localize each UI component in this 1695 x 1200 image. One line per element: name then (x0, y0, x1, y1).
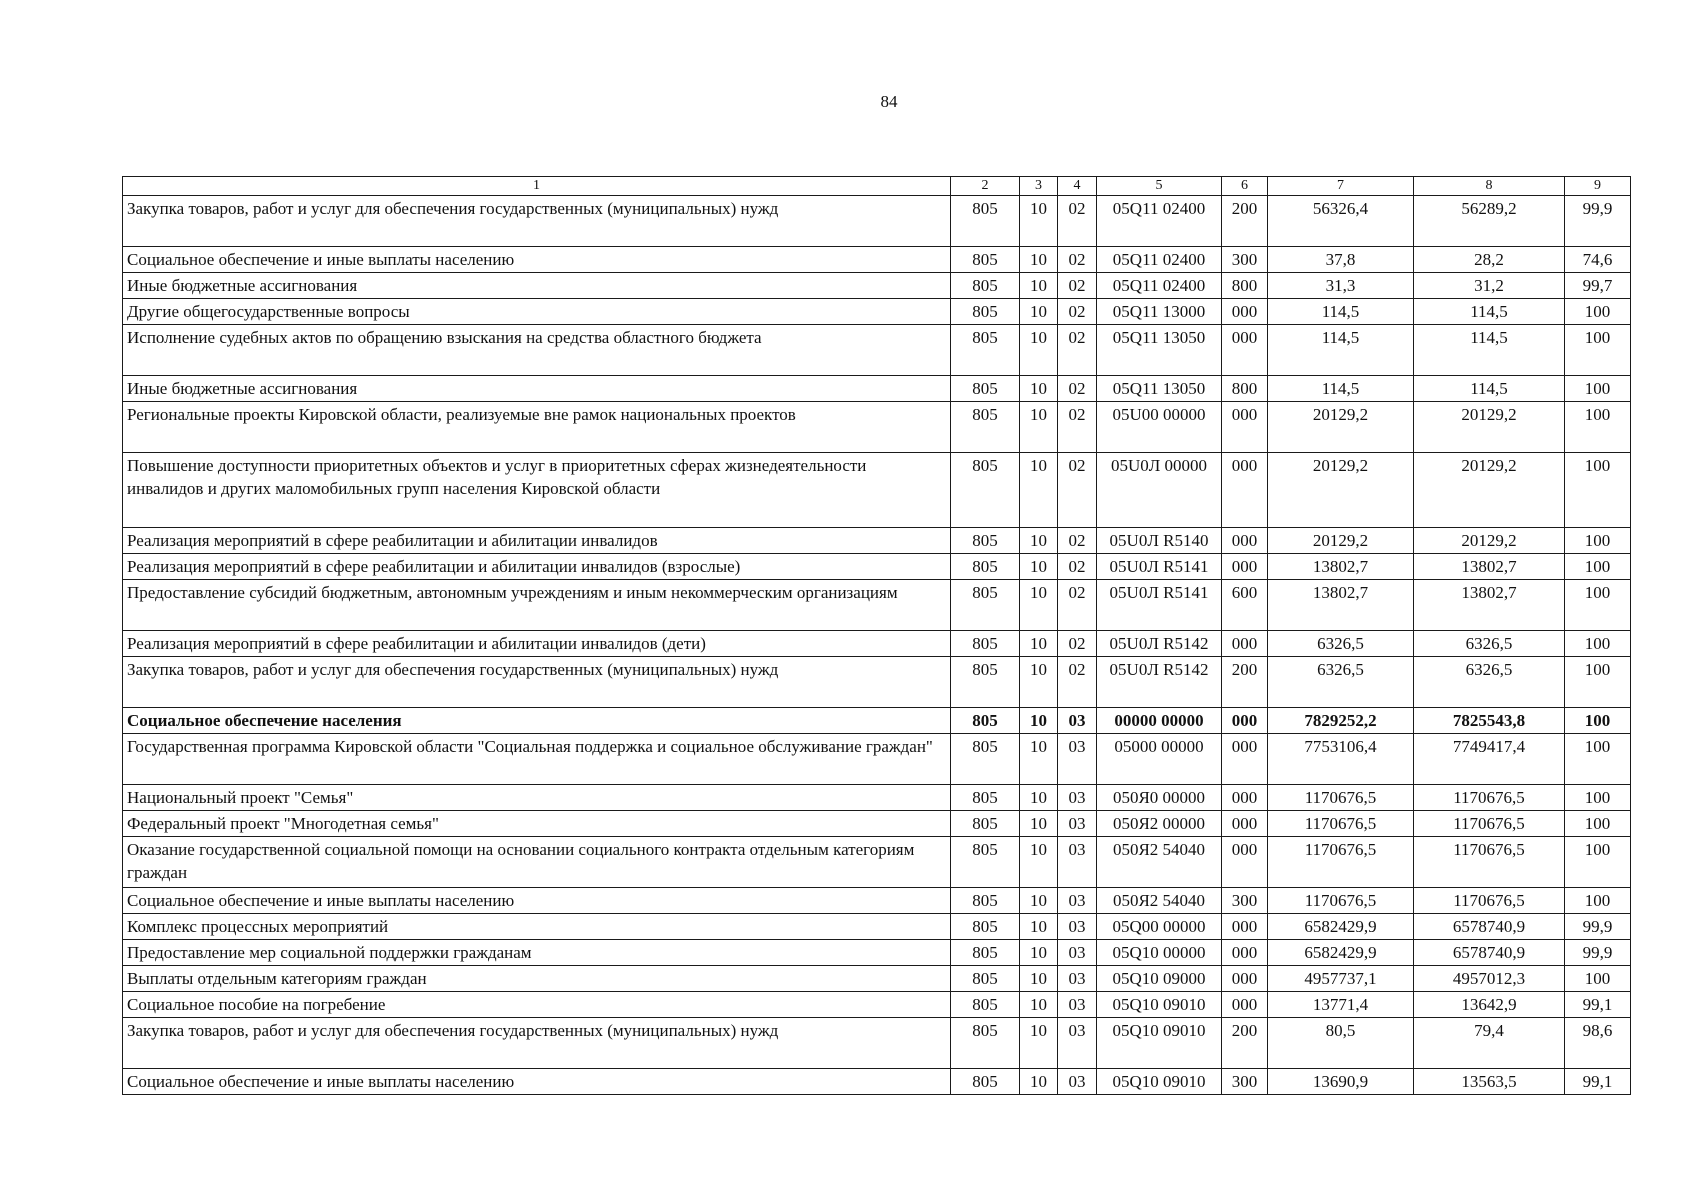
cell-col-7: 7829252,2 (1268, 708, 1414, 734)
cell-col-2: 805 (951, 580, 1020, 631)
table-row (123, 631, 1631, 657)
cell-col-4: 02 (1058, 528, 1097, 554)
row-name-cell: Федеральный проект "Многодетная семья" (123, 811, 951, 837)
cell-col-9: 100 (1565, 376, 1631, 402)
cell-col-5: 05U0Л R5142 (1097, 657, 1222, 708)
cell-col-6: 000 (1222, 914, 1268, 940)
cell-col-5: 05U0Л 00000 (1097, 453, 1222, 528)
cell-col-5: 05Q10 09010 (1097, 1069, 1222, 1095)
cell-col-4: 02 (1058, 299, 1097, 325)
cell-col-7: 1170676,5 (1268, 811, 1414, 837)
cell-col-4: 02 (1058, 402, 1097, 453)
cell-col-9: 100 (1565, 734, 1631, 785)
row-name-cell: Закупка товаров, работ и услуг для обеспечения государственных (муниципальных) нужд (123, 657, 951, 708)
cell-col-9: 74,6 (1565, 247, 1631, 273)
cell-col-3: 10 (1020, 657, 1058, 708)
cell-col-5: 00000 00000 (1097, 708, 1222, 734)
cell-col-6: 000 (1222, 837, 1268, 888)
cell-col-5: 05Q11 02400 (1097, 247, 1222, 273)
table-row (123, 811, 1631, 837)
header-row (123, 177, 1631, 196)
cell-col-6: 000 (1222, 811, 1268, 837)
cell-col-9: 99,9 (1565, 196, 1631, 247)
column-header: 8 (1414, 177, 1565, 196)
cell-col-7: 114,5 (1268, 376, 1414, 402)
cell-col-4: 03 (1058, 785, 1097, 811)
row-name-cell: Повышение доступности приоритетных объектов и услуг в приоритетных сферах жизнедеятельности инвалидов и других маломобильных групп населения Кировской области (123, 453, 951, 528)
cell-col-8: 31,2 (1414, 273, 1565, 299)
cell-col-8: 1170676,5 (1414, 837, 1565, 888)
cell-col-3: 10 (1020, 1018, 1058, 1069)
cell-col-9: 100 (1565, 708, 1631, 734)
cell-col-6: 000 (1222, 631, 1268, 657)
cell-col-4: 03 (1058, 811, 1097, 837)
cell-col-7: 6326,5 (1268, 631, 1414, 657)
row-name-cell: Оказание государственной социальной помощи на основании социального контракта отдельным категориям граждан (123, 837, 951, 888)
cell-col-3: 10 (1020, 631, 1058, 657)
cell-col-7: 80,5 (1268, 1018, 1414, 1069)
cell-col-7: 56326,4 (1268, 196, 1414, 247)
cell-col-8: 6326,5 (1414, 631, 1565, 657)
cell-col-2: 805 (951, 631, 1020, 657)
table-row (123, 657, 1631, 708)
cell-col-8: 1170676,5 (1414, 888, 1565, 914)
cell-col-8: 20129,2 (1414, 528, 1565, 554)
cell-col-2: 805 (951, 554, 1020, 580)
cell-col-4: 03 (1058, 837, 1097, 888)
cell-col-9: 99,1 (1565, 992, 1631, 1018)
cell-col-4: 02 (1058, 453, 1097, 528)
cell-col-6: 000 (1222, 325, 1268, 376)
cell-col-9: 99,9 (1565, 914, 1631, 940)
cell-col-6: 000 (1222, 785, 1268, 811)
cell-col-5: 05Q10 09000 (1097, 966, 1222, 992)
row-name-cell: Региональные проекты Кировской области, реализуемые вне рамок национальных проектов (123, 402, 951, 453)
cell-col-7: 1170676,5 (1268, 837, 1414, 888)
cell-col-7: 1170676,5 (1268, 785, 1414, 811)
cell-col-7: 20129,2 (1268, 402, 1414, 453)
cell-col-3: 10 (1020, 734, 1058, 785)
cell-col-5: 05Q10 09010 (1097, 992, 1222, 1018)
cell-col-9: 100 (1565, 966, 1631, 992)
cell-col-4: 03 (1058, 966, 1097, 992)
cell-col-6: 200 (1222, 1018, 1268, 1069)
table-row (123, 299, 1631, 325)
cell-col-7: 37,8 (1268, 247, 1414, 273)
column-header: 7 (1268, 177, 1414, 196)
table-row (123, 966, 1631, 992)
cell-col-8: 13802,7 (1414, 580, 1565, 631)
cell-col-7: 13802,7 (1268, 580, 1414, 631)
cell-col-4: 02 (1058, 376, 1097, 402)
cell-col-6: 000 (1222, 940, 1268, 966)
row-name-cell: Предоставление субсидий бюджетным, автономным учреждениям и иным некоммерческим организациям (123, 580, 951, 631)
cell-col-6: 000 (1222, 966, 1268, 992)
cell-col-9: 100 (1565, 453, 1631, 528)
cell-col-2: 805 (951, 888, 1020, 914)
cell-col-3: 10 (1020, 785, 1058, 811)
cell-col-3: 10 (1020, 966, 1058, 992)
row-name-cell: Реализация мероприятий в сфере реабилитации и абилитации инвалидов (123, 528, 951, 554)
cell-col-2: 805 (951, 325, 1020, 376)
cell-col-6: 300 (1222, 888, 1268, 914)
column-header: 9 (1565, 177, 1631, 196)
cell-col-2: 805 (951, 196, 1020, 247)
row-name-cell: Реализация мероприятий в сфере реабилитации и абилитации инвалидов (взрослые) (123, 554, 951, 580)
cell-col-3: 10 (1020, 299, 1058, 325)
cell-col-3: 10 (1020, 325, 1058, 376)
cell-col-8: 28,2 (1414, 247, 1565, 273)
cell-col-7: 13802,7 (1268, 554, 1414, 580)
cell-col-4: 03 (1058, 888, 1097, 914)
cell-col-2: 805 (951, 1069, 1020, 1095)
table-row (123, 1018, 1631, 1069)
cell-col-4: 02 (1058, 273, 1097, 299)
budget-table (122, 176, 1631, 1095)
table-row (123, 837, 1631, 888)
cell-col-9: 100 (1565, 811, 1631, 837)
cell-col-8: 114,5 (1414, 325, 1565, 376)
cell-col-2: 805 (951, 453, 1020, 528)
cell-col-2: 805 (951, 657, 1020, 708)
cell-col-3: 10 (1020, 940, 1058, 966)
cell-col-3: 10 (1020, 453, 1058, 528)
cell-col-9: 98,6 (1565, 1018, 1631, 1069)
column-header: 4 (1058, 177, 1097, 196)
cell-col-5: 05Q11 13050 (1097, 376, 1222, 402)
cell-col-3: 10 (1020, 554, 1058, 580)
cell-col-4: 02 (1058, 580, 1097, 631)
table-row (123, 708, 1631, 734)
cell-col-3: 10 (1020, 837, 1058, 888)
cell-col-4: 02 (1058, 631, 1097, 657)
cell-col-2: 805 (951, 708, 1020, 734)
table-body (123, 196, 1631, 1095)
table-row (123, 453, 1631, 528)
cell-col-9: 100 (1565, 785, 1631, 811)
table-row (123, 940, 1631, 966)
cell-col-3: 10 (1020, 376, 1058, 402)
table-row (123, 888, 1631, 914)
cell-col-8: 13563,5 (1414, 1069, 1565, 1095)
cell-col-5: 05Q10 00000 (1097, 940, 1222, 966)
cell-col-4: 03 (1058, 992, 1097, 1018)
cell-col-2: 805 (951, 940, 1020, 966)
cell-col-6: 000 (1222, 554, 1268, 580)
cell-col-8: 1170676,5 (1414, 785, 1565, 811)
row-name-cell: Иные бюджетные ассигнования (123, 376, 951, 402)
table-row (123, 1069, 1631, 1095)
cell-col-6: 800 (1222, 273, 1268, 299)
cell-col-2: 805 (951, 528, 1020, 554)
column-header: 5 (1097, 177, 1222, 196)
page-number: 84 (880, 92, 898, 111)
cell-col-6: 300 (1222, 1069, 1268, 1095)
row-name-cell: Закупка товаров, работ и услуг для обеспечения государственных (муниципальных) нужд (123, 196, 951, 247)
cell-col-6: 000 (1222, 299, 1268, 325)
cell-col-6: 200 (1222, 196, 1268, 247)
cell-col-9: 99,1 (1565, 1069, 1631, 1095)
cell-col-5: 05Q11 02400 (1097, 273, 1222, 299)
cell-col-8: 4957012,3 (1414, 966, 1565, 992)
cell-col-8: 6578740,9 (1414, 914, 1565, 940)
cell-col-5: 05U00 00000 (1097, 402, 1222, 453)
cell-col-5: 05Q11 13000 (1097, 299, 1222, 325)
column-header: 2 (951, 177, 1020, 196)
cell-col-8: 13802,7 (1414, 554, 1565, 580)
row-name-cell: Реализация мероприятий в сфере реабилитации и абилитации инвалидов (дети) (123, 631, 951, 657)
cell-col-3: 10 (1020, 708, 1058, 734)
cell-col-8: 7749417,4 (1414, 734, 1565, 785)
cell-col-9: 100 (1565, 657, 1631, 708)
cell-col-6: 000 (1222, 992, 1268, 1018)
cell-col-7: 1170676,5 (1268, 888, 1414, 914)
cell-col-7: 13690,9 (1268, 1069, 1414, 1095)
table-row (123, 196, 1631, 247)
cell-col-6: 000 (1222, 734, 1268, 785)
cell-col-7: 6582429,9 (1268, 914, 1414, 940)
cell-col-2: 805 (951, 299, 1020, 325)
cell-col-9: 99,7 (1565, 273, 1631, 299)
cell-col-2: 805 (951, 734, 1020, 785)
cell-col-9: 99,9 (1565, 940, 1631, 966)
column-header: 3 (1020, 177, 1058, 196)
cell-col-4: 03 (1058, 1018, 1097, 1069)
cell-col-8: 13642,9 (1414, 992, 1565, 1018)
cell-col-2: 805 (951, 785, 1020, 811)
cell-col-2: 805 (951, 1018, 1020, 1069)
cell-col-7: 20129,2 (1268, 528, 1414, 554)
row-name-cell: Социальное пособие на погребение (123, 992, 951, 1018)
cell-col-4: 02 (1058, 196, 1097, 247)
cell-col-3: 10 (1020, 196, 1058, 247)
cell-col-4: 02 (1058, 325, 1097, 376)
cell-col-6: 600 (1222, 580, 1268, 631)
cell-col-5: 050Я2 54040 (1097, 837, 1222, 888)
cell-col-3: 10 (1020, 580, 1058, 631)
cell-col-6: 000 (1222, 402, 1268, 453)
cell-col-5: 05Q11 13050 (1097, 325, 1222, 376)
table-row (123, 580, 1631, 631)
cell-col-5: 05U0Л R5141 (1097, 554, 1222, 580)
cell-col-4: 03 (1058, 1069, 1097, 1095)
table-row (123, 273, 1631, 299)
cell-col-8: 114,5 (1414, 376, 1565, 402)
cell-col-4: 02 (1058, 247, 1097, 273)
table-row (123, 528, 1631, 554)
cell-col-5: 05000 00000 (1097, 734, 1222, 785)
cell-col-6: 800 (1222, 376, 1268, 402)
table-row (123, 992, 1631, 1018)
cell-col-8: 7825543,8 (1414, 708, 1565, 734)
cell-col-8: 20129,2 (1414, 453, 1565, 528)
cell-col-6: 000 (1222, 453, 1268, 528)
cell-col-3: 10 (1020, 528, 1058, 554)
cell-col-8: 79,4 (1414, 1018, 1565, 1069)
cell-col-7: 4957737,1 (1268, 966, 1414, 992)
cell-col-4: 03 (1058, 914, 1097, 940)
row-name-cell: Социальное обеспечение и иные выплаты населению (123, 1069, 951, 1095)
table-row (123, 734, 1631, 785)
row-name-cell: Другие общегосударственные вопросы (123, 299, 951, 325)
cell-col-8: 6578740,9 (1414, 940, 1565, 966)
cell-col-7: 31,3 (1268, 273, 1414, 299)
table-row (123, 785, 1631, 811)
cell-col-5: 050Я2 54040 (1097, 888, 1222, 914)
row-name-cell: Закупка товаров, работ и услуг для обеспечения государственных (муниципальных) нужд (123, 1018, 951, 1069)
cell-col-6: 000 (1222, 528, 1268, 554)
cell-col-8: 56289,2 (1414, 196, 1565, 247)
cell-col-4: 02 (1058, 554, 1097, 580)
cell-col-7: 6326,5 (1268, 657, 1414, 708)
cell-col-5: 05U0Л R5140 (1097, 528, 1222, 554)
cell-col-8: 6326,5 (1414, 657, 1565, 708)
table-row (123, 914, 1631, 940)
cell-col-3: 10 (1020, 402, 1058, 453)
cell-col-7: 13771,4 (1268, 992, 1414, 1018)
cell-col-3: 10 (1020, 247, 1058, 273)
cell-col-3: 10 (1020, 992, 1058, 1018)
row-name-cell: Предоставление мер социальной поддержки гражданам (123, 940, 951, 966)
table-row (123, 325, 1631, 376)
table-row (123, 402, 1631, 453)
column-header: 6 (1222, 177, 1268, 196)
cell-col-9: 100 (1565, 528, 1631, 554)
cell-col-2: 805 (951, 966, 1020, 992)
cell-col-7: 20129,2 (1268, 453, 1414, 528)
cell-col-5: 05Q11 02400 (1097, 196, 1222, 247)
cell-col-2: 805 (951, 837, 1020, 888)
cell-col-9: 100 (1565, 837, 1631, 888)
row-name-cell: Государственная программа Кировской области "Социальная поддержка и социальное обслуживание граждан" (123, 734, 951, 785)
cell-col-2: 805 (951, 402, 1020, 453)
cell-col-9: 100 (1565, 554, 1631, 580)
row-name-cell: Комплекс процессных мероприятий (123, 914, 951, 940)
row-name-cell: Выплаты отдельным категориям граждан (123, 966, 951, 992)
cell-col-4: 03 (1058, 940, 1097, 966)
table-row (123, 247, 1631, 273)
cell-col-9: 100 (1565, 580, 1631, 631)
cell-col-4: 03 (1058, 734, 1097, 785)
cell-col-8: 114,5 (1414, 299, 1565, 325)
cell-col-5: 05Q10 09010 (1097, 1018, 1222, 1069)
cell-col-3: 10 (1020, 1069, 1058, 1095)
cell-col-3: 10 (1020, 888, 1058, 914)
cell-col-9: 100 (1565, 402, 1631, 453)
row-name-cell: Исполнение судебных актов по обращению взыскания на средства областного бюджета (123, 325, 951, 376)
cell-col-7: 7753106,4 (1268, 734, 1414, 785)
cell-col-5: 05U0Л R5141 (1097, 580, 1222, 631)
cell-col-2: 805 (951, 273, 1020, 299)
cell-col-2: 805 (951, 914, 1020, 940)
cell-col-6: 200 (1222, 657, 1268, 708)
cell-col-7: 6582429,9 (1268, 940, 1414, 966)
cell-col-5: 050Я2 00000 (1097, 811, 1222, 837)
cell-col-3: 10 (1020, 811, 1058, 837)
cell-col-6: 300 (1222, 247, 1268, 273)
cell-col-2: 805 (951, 247, 1020, 273)
cell-col-9: 100 (1565, 888, 1631, 914)
row-name-cell: Социальное обеспечение и иные выплаты населению (123, 888, 951, 914)
cell-col-2: 805 (951, 992, 1020, 1018)
cell-col-7: 114,5 (1268, 325, 1414, 376)
cell-col-8: 20129,2 (1414, 402, 1565, 453)
cell-col-2: 805 (951, 376, 1020, 402)
cell-col-5: 050Я0 00000 (1097, 785, 1222, 811)
cell-col-8: 1170676,5 (1414, 811, 1565, 837)
cell-col-4: 02 (1058, 657, 1097, 708)
cell-col-5: 05Q00 00000 (1097, 914, 1222, 940)
cell-col-5: 05U0Л R5142 (1097, 631, 1222, 657)
table-row (123, 554, 1631, 580)
cell-col-3: 10 (1020, 273, 1058, 299)
cell-col-9: 100 (1565, 325, 1631, 376)
row-name-cell: Национальный проект "Семья" (123, 785, 951, 811)
cell-col-2: 805 (951, 811, 1020, 837)
row-name-cell: Социальное обеспечение и иные выплаты населению (123, 247, 951, 273)
cell-col-6: 000 (1222, 708, 1268, 734)
table-row (123, 376, 1631, 402)
cell-col-4: 03 (1058, 708, 1097, 734)
cell-col-9: 100 (1565, 631, 1631, 657)
cell-col-7: 114,5 (1268, 299, 1414, 325)
cell-col-3: 10 (1020, 914, 1058, 940)
cell-col-9: 100 (1565, 299, 1631, 325)
row-name-cell: Социальное обеспечение населения (123, 708, 951, 734)
column-header: 1 (123, 177, 951, 196)
row-name-cell: Иные бюджетные ассигнования (123, 273, 951, 299)
